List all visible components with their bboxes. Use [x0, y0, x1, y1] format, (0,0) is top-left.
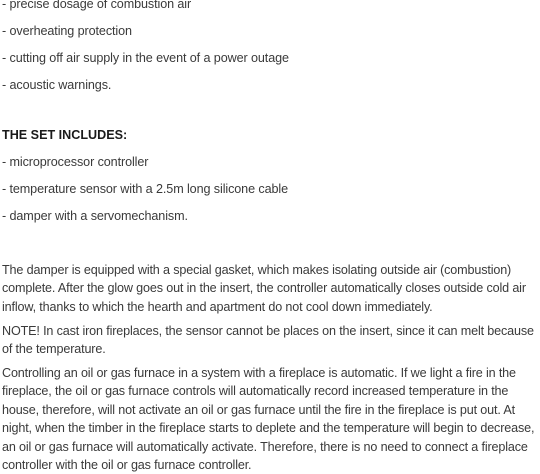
set-item: - damper with a servomechanism.	[2, 209, 188, 223]
set-includes-heading: THE SET INCLUDES:	[2, 128, 128, 142]
furnace-paragraph: Controlling an oil or gas furnace in a system with a fireplace is automatic. If we light a fire in the fireplace, the oil or gas furnace controls will automatically record increased temperature in the house, therefore, will not activate an oil or gas furnace until the fire in the fireplace is put out. At night, when the timber in the fireplace starts to deplete and the temperature will begin to decrease, an oil or gas furnace will automatically activate. Therefore, there is no need to connect a fireplace controller with the oil or gas furnace controller.	[2, 366, 535, 473]
set-item: - microprocessor controller	[2, 155, 149, 169]
set-item: - temperature sensor with a 2.5m long silicone cable	[2, 182, 289, 196]
damper-paragraph: The damper is equipped with a special gasket, which makes isolating outside air (combustion) complete. After the glow goes out in the insert, the controller automatically closes outside cold air inflow, thanks to which the hearth and apartment do not cool down immediately.	[2, 263, 526, 314]
feature-item: - overheating protection	[2, 24, 132, 38]
note-paragraph: NOTE! In cast iron fireplaces, the sensor cannot be places on the insert, since it can melt because of the temperature.	[2, 324, 534, 357]
feature-item: - acoustic warnings.	[2, 78, 112, 92]
feature-item: - cutting off air supply in the event of a power outage	[2, 51, 289, 65]
feature-item: - precise dosage of combustion air	[2, 0, 192, 11]
